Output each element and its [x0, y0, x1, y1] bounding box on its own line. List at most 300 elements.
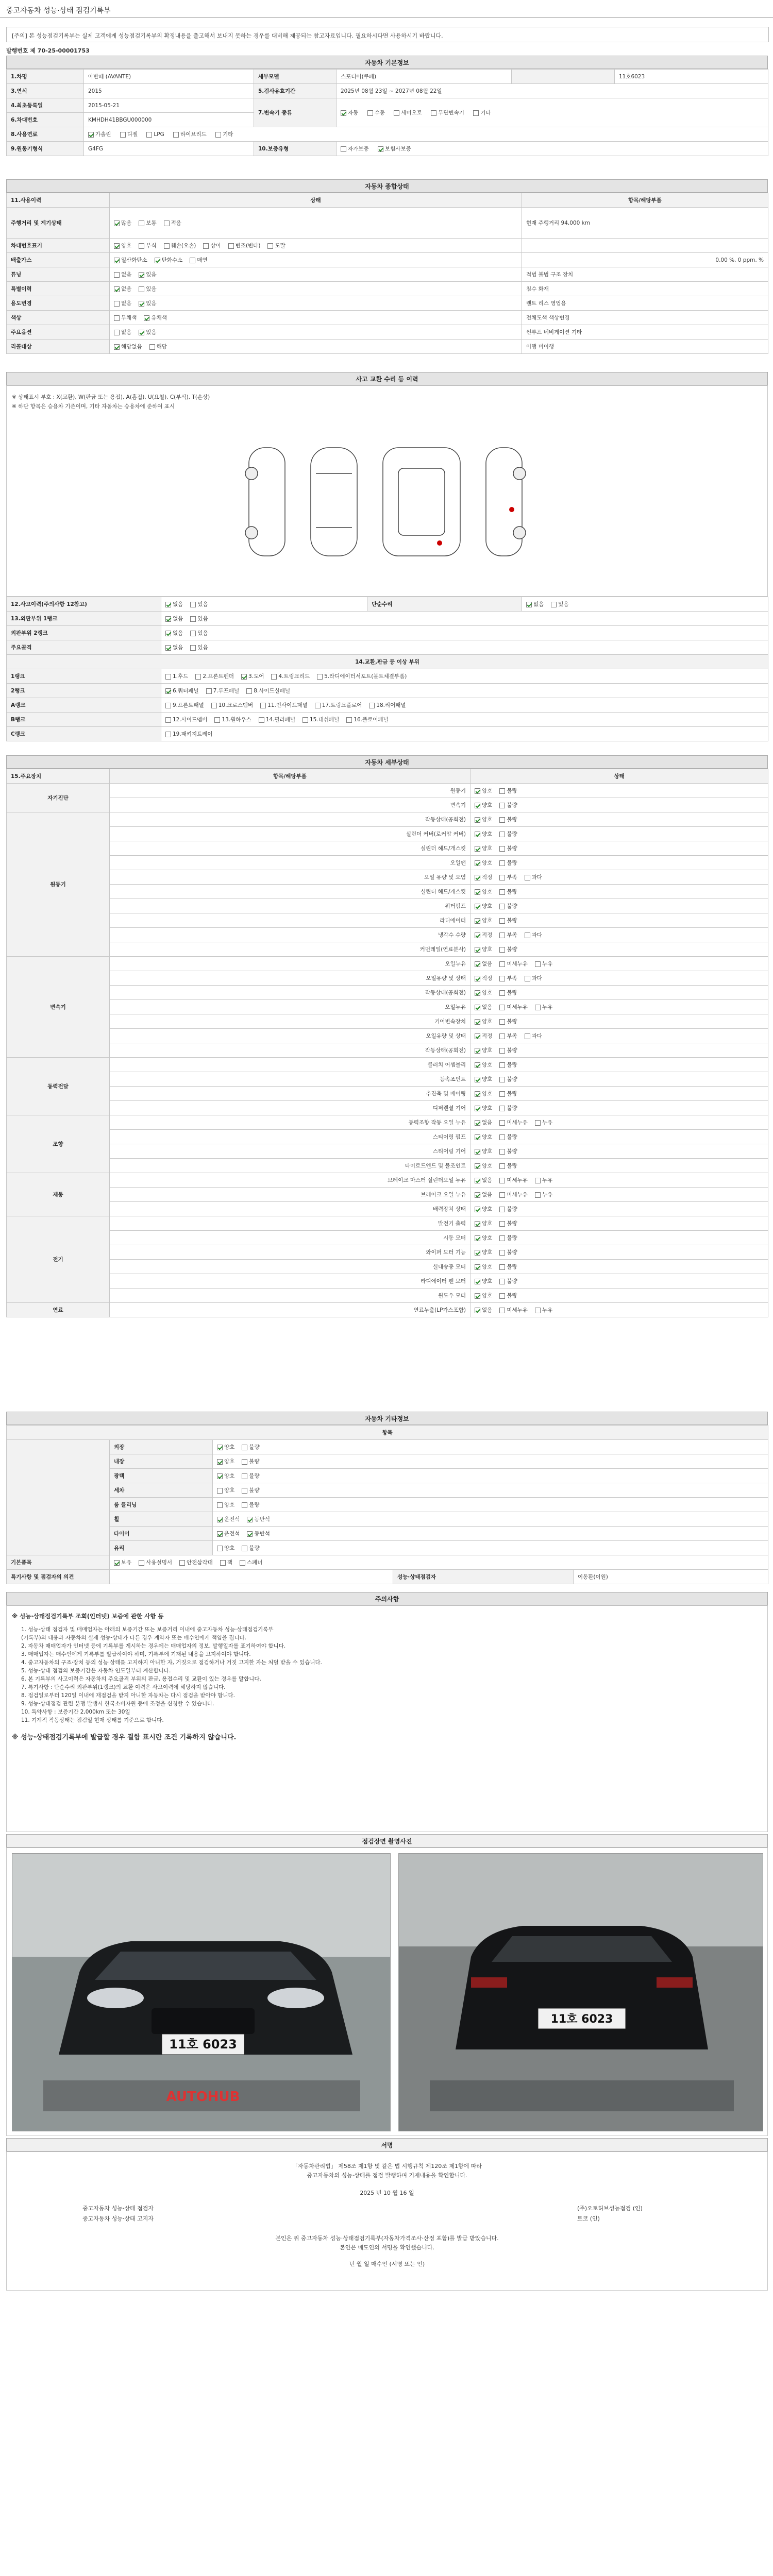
checkbox-icon[interactable]	[211, 703, 217, 708]
checkbox-icon[interactable]	[499, 1062, 505, 1068]
checkbox-icon[interactable]	[499, 860, 505, 866]
caution-bottom: ※ 성능·상태점검기록부에 발급할 경우 결함 표시란 조건 기록하지 않습니다.	[12, 1734, 237, 1741]
checkbox-icon[interactable]	[499, 1192, 505, 1198]
other-label: 외장	[110, 1440, 213, 1454]
detail-row	[7, 1115, 768, 1130]
detail-header: 항목/해당부품	[110, 769, 470, 784]
checkbox-icon[interactable]	[114, 315, 120, 321]
checkbox-icon[interactable]	[499, 918, 505, 924]
detail-group: 연료	[7, 1303, 110, 1317]
checkbox-icon[interactable]	[535, 1120, 541, 1126]
caution-block	[6, 1605, 768, 1832]
checkbox-icon[interactable]	[114, 286, 120, 292]
inspector-value	[110, 1570, 393, 1584]
checkbox-icon[interactable]	[114, 330, 120, 335]
general-right: 렌트 리스 영업용	[522, 296, 768, 311]
checkbox-icon[interactable]	[475, 788, 480, 794]
caution-heading: ※ 성능·상태점검기록부 조회(인터넷) 보증에 관한 사항 등	[12, 1613, 164, 1620]
caution-line: 3. 매매업자는 매수인에게 기록부를 발급하여야 하며, 기록부에 기재된 내용을 고지하여야 합니다.	[21, 1651, 251, 1657]
checkbox-icon[interactable]	[431, 110, 436, 116]
checkbox-icon[interactable]	[267, 243, 273, 249]
checkbox-icon[interactable]	[475, 832, 480, 837]
general-label: 배출가스	[7, 253, 110, 267]
checkbox-icon[interactable]	[475, 889, 480, 895]
detail-state: 양호 불량	[470, 827, 768, 841]
checkbox-icon[interactable]	[240, 1560, 245, 1566]
checkbox-icon[interactable]	[475, 1235, 480, 1241]
other-row	[7, 1541, 768, 1555]
detail-state: 양호 불량	[470, 1058, 768, 1072]
detail-state: 양호 불량	[470, 885, 768, 899]
detail-item: 브레이크 오일 누유	[110, 1188, 470, 1202]
checkbox-icon[interactable]	[475, 1207, 480, 1212]
checkbox-icon[interactable]	[165, 602, 171, 607]
checkbox-icon[interactable]	[378, 146, 383, 152]
checkbox-icon[interactable]	[525, 976, 530, 981]
detail-item: 실린더 커버(로커암 커버)	[110, 827, 470, 841]
detail-row	[7, 971, 768, 986]
checkbox-icon[interactable]	[114, 272, 120, 278]
checkbox-icon[interactable]	[242, 1546, 247, 1551]
checkbox-icon[interactable]	[499, 933, 505, 938]
plate-text: 11호 6023	[550, 2013, 613, 2026]
accident-options: 없음 있음	[522, 597, 768, 612]
checkbox-icon[interactable]	[317, 674, 323, 680]
basic-value: G4FG	[84, 142, 254, 156]
checkbox-icon[interactable]	[475, 803, 480, 808]
sign-date: 2025 년 10 월 16 일	[360, 2190, 414, 2196]
checkbox-icon[interactable]	[475, 1293, 480, 1299]
checkbox-icon[interactable]	[114, 344, 120, 350]
checkbox-icon[interactable]	[165, 717, 171, 723]
photos-block	[6, 1848, 768, 2136]
basic-label: 세부모델	[254, 70, 337, 84]
checkbox-icon[interactable]	[369, 703, 375, 708]
inspector-right-label: 성능·상태점검자	[393, 1570, 574, 1584]
general-options: 많음 보통 적음	[110, 208, 522, 239]
detail-state: 양호 불량	[470, 841, 768, 856]
checkbox-icon[interactable]	[346, 717, 352, 723]
other-state: 양호 불량	[213, 1498, 768, 1512]
checkbox-icon[interactable]	[88, 132, 94, 138]
checkbox-icon[interactable]	[139, 221, 144, 226]
checkbox-icon[interactable]	[114, 258, 120, 263]
checkbox-icon[interactable]	[475, 1163, 480, 1169]
checkbox-icon[interactable]	[475, 1192, 480, 1198]
detail-item: 실내송풍 모터	[110, 1260, 470, 1274]
checkbox-icon[interactable]	[220, 1560, 226, 1566]
checkbox-icon[interactable]	[551, 602, 557, 607]
checkbox-icon[interactable]	[247, 1531, 253, 1537]
detail-item: 오일누유	[110, 1000, 470, 1014]
checkbox-icon[interactable]	[499, 1106, 505, 1111]
accident-table	[6, 597, 768, 741]
detail-item: 동력조향 작동 오일 누유	[110, 1115, 470, 1130]
checkbox-icon[interactable]	[165, 616, 171, 622]
detail-row	[7, 1289, 768, 1303]
checkbox-icon[interactable]	[499, 875, 505, 880]
checkbox-icon[interactable]	[190, 645, 196, 651]
checkbox-icon[interactable]	[217, 1546, 223, 1551]
checkbox-icon[interactable]	[475, 1178, 480, 1183]
general-label: 튜닝	[7, 267, 110, 282]
detail-item: 윈도우 모터	[110, 1289, 470, 1303]
sign-line-2: 중고자동차의 성능·상태를 점검 발행하며 기재내용을 확인합니다.	[307, 2172, 467, 2179]
checkbox-icon[interactable]	[260, 703, 266, 708]
other-state: 양호 불량	[213, 1440, 768, 1454]
checkbox-icon[interactable]	[190, 616, 196, 622]
checkbox-icon[interactable]	[475, 1091, 480, 1097]
checkbox-icon[interactable]	[475, 1221, 480, 1227]
basic-value: 11호6023	[615, 70, 768, 84]
checkbox-icon[interactable]	[139, 286, 144, 292]
general-header: 상태	[110, 193, 522, 208]
general-label: 색상	[7, 311, 110, 325]
detail-state: 없음 미세누유 누유	[470, 1303, 768, 1317]
detail-state: 적정 부족 과다	[470, 971, 768, 986]
checkbox-icon[interactable]	[217, 1488, 223, 1494]
detail-item: 기어변속장치	[110, 1014, 470, 1029]
basic-value: 아반떼 (AVANTE)	[84, 70, 254, 84]
checkbox-icon[interactable]	[190, 631, 196, 636]
detail-group: 제동	[7, 1173, 110, 1216]
checkbox-icon[interactable]	[271, 674, 277, 680]
detail-state: 양호 불량	[470, 1245, 768, 1260]
section-basic: 자동차 기본정보	[6, 56, 768, 69]
accident-label: 13.외판부위 1랭크	[7, 612, 161, 626]
checkbox-icon[interactable]	[499, 803, 505, 808]
checkbox-icon[interactable]	[499, 832, 505, 837]
detail-state: 없음 미세누유 누유	[470, 1115, 768, 1130]
checkbox-icon[interactable]	[217, 1517, 223, 1522]
checkbox-icon[interactable]	[475, 817, 480, 823]
detail-item: 스티어링 펌프	[110, 1130, 470, 1144]
checkbox-icon[interactable]	[499, 889, 505, 895]
accident-label: 단순수리	[367, 597, 522, 612]
accident-label: 12.사고이력(주의사항 12참고)	[7, 597, 161, 612]
checkbox-icon[interactable]	[535, 961, 541, 967]
other-label: 내장	[110, 1454, 213, 1469]
checkbox-icon[interactable]	[215, 132, 221, 138]
checkbox-icon[interactable]	[242, 1445, 247, 1450]
checkbox-icon[interactable]	[367, 110, 373, 116]
detail-item: 라디에이터 팬 모터	[110, 1274, 470, 1289]
checkbox-icon[interactable]	[190, 602, 196, 607]
section-general: 자동차 종합상태	[6, 179, 768, 193]
detail-state: 양호 불량	[470, 1260, 768, 1274]
detail-row	[7, 928, 768, 942]
checkbox-icon[interactable]	[165, 688, 171, 694]
other-row	[7, 1555, 768, 1570]
basic-label: 7.변속기 종류	[254, 98, 337, 127]
checkbox-icon[interactable]	[499, 1178, 505, 1183]
detail-item: 오일팬	[110, 856, 470, 870]
checkbox-icon[interactable]	[475, 1033, 480, 1039]
checkbox-icon[interactable]	[242, 1502, 247, 1508]
checkbox-icon[interactable]	[475, 860, 480, 866]
checkbox-icon[interactable]	[535, 1308, 541, 1313]
detail-state: 양호 불량	[470, 899, 768, 913]
checkbox-icon[interactable]	[206, 688, 212, 694]
checkbox-icon[interactable]	[475, 947, 480, 953]
detail-header: 15.주요장치	[7, 769, 110, 784]
checkbox-icon[interactable]	[217, 1473, 223, 1479]
section-photos: 점검장면 촬영사진	[6, 1834, 768, 1848]
checkbox-icon[interactable]	[241, 674, 247, 680]
checkbox-icon[interactable]	[499, 990, 505, 996]
checkbox-icon[interactable]	[475, 904, 480, 909]
checkbox-icon[interactable]	[475, 961, 480, 967]
checkbox-icon[interactable]	[139, 243, 144, 249]
detail-item: 라디에이터	[110, 913, 470, 928]
detail-group: 동력전달	[7, 1058, 110, 1115]
checkbox-icon[interactable]	[217, 1531, 223, 1537]
other-row	[7, 1527, 768, 1541]
checkbox-icon[interactable]	[499, 1264, 505, 1270]
checkbox-icon[interactable]	[499, 1149, 505, 1155]
detail-state: 양호 불량	[470, 1072, 768, 1087]
checkbox-icon[interactable]	[165, 645, 171, 651]
other-state: 운전석 동반석	[213, 1512, 768, 1527]
checkbox-icon[interactable]	[165, 732, 171, 737]
general-label: 차대번호표기	[7, 239, 110, 253]
checkbox-icon[interactable]	[394, 110, 399, 116]
checkbox-icon[interactable]	[475, 1077, 480, 1082]
checkbox-icon[interactable]	[499, 1221, 505, 1227]
general-options: 양호 부식 훼손(오손) 상이 변조(변타) 도말	[110, 239, 522, 253]
general-options: 없음 있음	[110, 267, 522, 282]
checkbox-icon[interactable]	[228, 243, 234, 249]
checkbox-icon[interactable]	[475, 1149, 480, 1155]
detail-state: 양호 불량	[470, 942, 768, 957]
checkbox-icon[interactable]	[242, 1473, 247, 1479]
checkbox-icon[interactable]	[499, 846, 505, 852]
checkbox-icon[interactable]	[242, 1459, 247, 1465]
basic-table	[6, 69, 768, 156]
checkbox-icon[interactable]	[535, 1178, 541, 1183]
checkbox-icon[interactable]	[475, 1250, 480, 1256]
checkbox-icon[interactable]	[155, 258, 160, 263]
sign-line-3: 본인은 위 중고자동차 성능·상태점검기록부(자동차가격조사·산정 포함)를 발급 받았습니다.	[275, 2235, 499, 2242]
legend-text-2: ※ 하단 항목은 승용차 기준이며, 기타 자동차는 승용차에 준하여 표시	[12, 403, 175, 410]
other-label: 기본품목	[7, 1555, 110, 1570]
plate-text: 11호 6023	[169, 2037, 237, 2052]
checkbox-icon[interactable]	[475, 846, 480, 852]
detail-state: 양호 불량	[470, 1274, 768, 1289]
caution-line: 11. 기계적 작동상태는 점검일 현재 상태를 기준으로 합니다.	[21, 1717, 164, 1723]
checkbox-icon[interactable]	[525, 875, 530, 880]
checkbox-icon[interactable]	[190, 258, 195, 263]
checkbox-icon[interactable]	[475, 1264, 480, 1270]
general-right: 침수 화재	[522, 282, 768, 296]
basic-label: 6.차대번호	[7, 113, 84, 127]
checkbox-icon[interactable]	[203, 243, 209, 249]
detail-row	[7, 1159, 768, 1173]
checkbox-icon[interactable]	[144, 315, 149, 321]
checkbox-icon[interactable]	[499, 1048, 505, 1054]
checkbox-icon[interactable]	[473, 110, 479, 116]
checkbox-icon[interactable]	[499, 1019, 505, 1025]
general-header: 항목/해당부품	[522, 193, 768, 208]
detail-row	[7, 957, 768, 971]
basic-label: 1.차명	[7, 70, 84, 84]
general-label: 특별이력	[7, 282, 110, 296]
checkbox-icon[interactable]	[499, 1134, 505, 1140]
checkbox-icon[interactable]	[499, 1207, 505, 1212]
detail-item: 발전기 출력	[110, 1216, 470, 1231]
detail-state: 양호 불량	[470, 1087, 768, 1101]
parts-group: A랭크	[7, 698, 161, 713]
checkbox-icon[interactable]	[165, 631, 171, 636]
checkbox-icon[interactable]	[499, 904, 505, 909]
checkbox-icon[interactable]	[114, 243, 120, 249]
rear-photo	[398, 1853, 763, 2131]
detail-row	[7, 913, 768, 928]
checkbox-icon[interactable]	[246, 688, 252, 694]
checkbox-icon[interactable]	[499, 1250, 505, 1256]
checkbox-icon[interactable]	[499, 961, 505, 967]
checkbox-icon[interactable]	[535, 1005, 541, 1010]
checkbox-icon[interactable]	[165, 703, 171, 708]
checkbox-icon[interactable]	[303, 717, 308, 723]
checkbox-icon[interactable]	[499, 947, 505, 953]
checkbox-icon[interactable]	[165, 674, 171, 680]
checkbox-icon[interactable]	[499, 1091, 505, 1097]
detail-row	[7, 1173, 768, 1188]
checkbox-icon[interactable]	[526, 602, 532, 607]
accident-diagram-block	[6, 385, 768, 597]
other-row	[7, 1440, 768, 1454]
checkbox-icon[interactable]	[475, 1019, 480, 1025]
general-right	[522, 239, 768, 253]
detail-item: 타이로드엔드 및 볼조인트	[110, 1159, 470, 1173]
sign-right-1: (주)오토허브성능점검 (인)	[577, 2205, 643, 2212]
checkbox-icon[interactable]	[499, 788, 505, 794]
detail-state: 없음 미세누유 누유	[470, 1173, 768, 1188]
other-row	[7, 1469, 768, 1483]
checkbox-icon[interactable]	[475, 1005, 480, 1010]
detail-item: 오일유량 및 상태	[110, 971, 470, 986]
detail-row	[7, 1188, 768, 1202]
checkbox-icon[interactable]	[499, 976, 505, 981]
inspector-right-value: 이동환(이원)	[574, 1570, 768, 1584]
checkbox-icon[interactable]	[114, 221, 120, 226]
checkbox-icon[interactable]	[475, 1120, 480, 1126]
checkbox-icon[interactable]	[475, 1062, 480, 1068]
parts-items: 19.패키지트레이	[161, 727, 768, 741]
detail-state: 없음 미세누유 누유	[470, 1000, 768, 1014]
car-diagram-icon	[239, 437, 548, 566]
checkbox-icon[interactable]	[195, 674, 201, 680]
checkbox-icon[interactable]	[475, 933, 480, 938]
checkbox-icon[interactable]	[217, 1502, 223, 1508]
detail-state: 양호 불량	[470, 986, 768, 1000]
detail-state: 양호 불량	[470, 1130, 768, 1144]
checkbox-icon[interactable]	[499, 1163, 505, 1169]
checkbox-icon[interactable]	[247, 1517, 253, 1522]
checkbox-icon[interactable]	[525, 933, 530, 938]
checkbox-icon[interactable]	[499, 1235, 505, 1241]
checkbox-icon[interactable]	[475, 990, 480, 996]
other-state: 양호 불량	[213, 1541, 768, 1555]
detail-row	[7, 1058, 768, 1072]
checkbox-icon[interactable]	[475, 918, 480, 924]
checkbox-icon[interactable]	[259, 717, 264, 723]
checkbox-icon[interactable]	[242, 1488, 247, 1494]
checkbox-icon[interactable]	[499, 1308, 505, 1313]
warranty-options: 자가보증 보험사보증	[337, 142, 768, 156]
checkbox-icon[interactable]	[217, 1445, 223, 1450]
detail-row	[7, 1202, 768, 1216]
section-accident: 사고 교환 수리 등 이력	[6, 372, 768, 385]
checkbox-icon[interactable]	[149, 344, 155, 350]
checkbox-icon[interactable]	[525, 1033, 530, 1039]
detail-state: 없음 미세누유 누유	[470, 957, 768, 971]
caution-line: 5. 성능·상태 점검의 보증기간은 자동차 인도일부터 계산합니다.	[21, 1668, 171, 1674]
sign-buyer: 년 월 일 매수인 (서명 또는 인)	[349, 2261, 425, 2267]
basic-value: 2015	[84, 84, 254, 98]
checkbox-icon[interactable]	[164, 243, 170, 249]
checkbox-icon[interactable]	[179, 1560, 185, 1566]
checkbox-icon[interactable]	[499, 1279, 505, 1284]
checkbox-icon[interactable]	[139, 1560, 144, 1566]
detail-row	[7, 1014, 768, 1029]
inspector-label: 특기사항 및 점검자의 의견	[7, 1570, 110, 1584]
checkbox-icon[interactable]	[164, 221, 170, 226]
detail-item: 실린더 헤드/개스킷	[110, 841, 470, 856]
checkbox-icon[interactable]	[475, 1279, 480, 1284]
checkbox-icon[interactable]	[499, 1005, 505, 1010]
detail-state: 양호 불량	[470, 1043, 768, 1058]
checkbox-icon[interactable]	[120, 132, 126, 138]
detail-row	[7, 1029, 768, 1043]
checkbox-icon[interactable]	[475, 1134, 480, 1140]
checkbox-icon[interactable]	[114, 301, 120, 307]
checkbox-icon[interactable]	[475, 976, 480, 981]
general-options: 없음 있음	[110, 325, 522, 340]
checkbox-icon[interactable]	[499, 817, 505, 823]
checkbox-icon[interactable]	[475, 1048, 480, 1054]
checkbox-icon[interactable]	[341, 110, 346, 116]
checkbox-icon[interactable]	[146, 132, 152, 138]
detail-row	[7, 856, 768, 870]
checkbox-icon[interactable]	[499, 1293, 505, 1299]
checkbox-icon[interactable]	[173, 132, 179, 138]
checkbox-icon[interactable]	[214, 717, 220, 723]
basic-label: 8.사용연료	[7, 127, 84, 142]
checkbox-icon[interactable]	[315, 703, 321, 708]
checkbox-icon[interactable]	[139, 272, 144, 278]
checkbox-icon[interactable]	[475, 875, 480, 880]
checkbox-icon[interactable]	[114, 1560, 120, 1566]
caution-line: 6. 본 기록부의 사고이력은 자동차의 주요골격 부위의 판금, 용접수리 및 교환이 있는 경우를 말합니다.	[21, 1676, 261, 1682]
checkbox-icon[interactable]	[139, 330, 144, 335]
brand-text: AUTOHUB	[166, 2089, 240, 2105]
checkbox-icon[interactable]	[341, 146, 346, 152]
checkbox-icon[interactable]	[499, 1120, 505, 1126]
checkbox-icon[interactable]	[535, 1192, 541, 1198]
checkbox-icon[interactable]	[139, 301, 144, 307]
parts-subheader: 14.교환,판금 등 이상 부위	[7, 655, 768, 669]
general-label: 주행거리 및 계기상태	[7, 208, 110, 239]
accident-options: 없음 있음	[161, 597, 367, 612]
checkbox-icon[interactable]	[499, 1077, 505, 1082]
checkbox-icon[interactable]	[217, 1459, 223, 1465]
general-label: 용도변경	[7, 296, 110, 311]
checkbox-icon[interactable]	[499, 1033, 505, 1039]
checkbox-icon[interactable]	[475, 1308, 480, 1313]
checkbox-icon[interactable]	[475, 1106, 480, 1111]
